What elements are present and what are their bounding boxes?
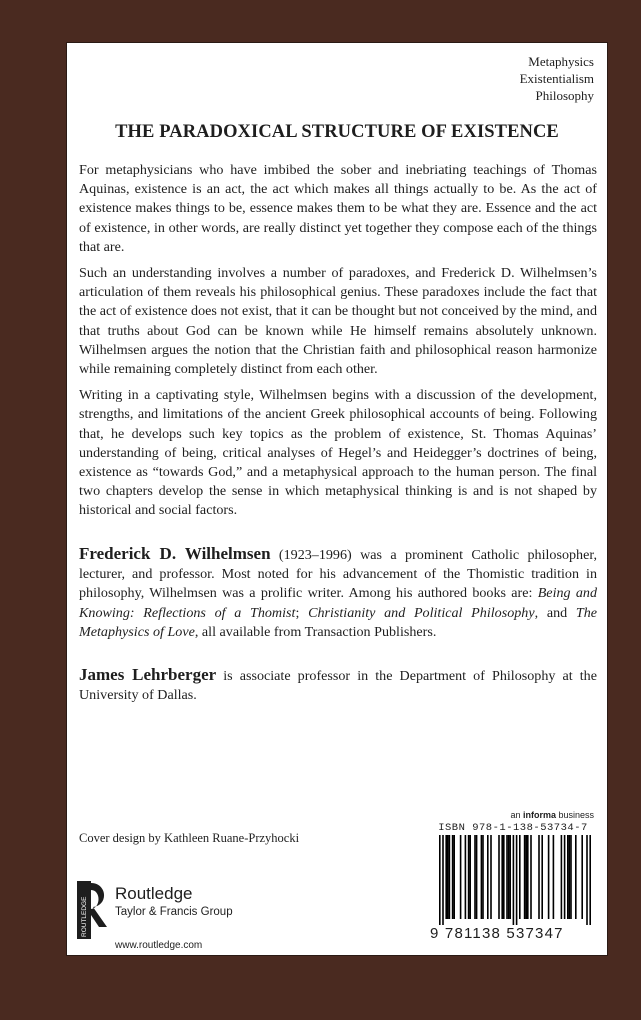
barcode-bar	[452, 835, 454, 919]
author-bio-lehrberger	[79, 665, 597, 705]
author-name: Frederick D. Wilhelmsen	[79, 544, 271, 563]
barcode-bar	[460, 835, 462, 919]
barcode-bar	[509, 835, 511, 919]
description-paragraph: Writing in a captivating style, Wilhelmsen begins with a discussion of the development, strengths, and limitations of the ancient Greek philosophical accounts of being. Following that, he develops such key topics as the problem of existence, St. Thomas Aquinas’ understanding of being, critical analyses of Hegel’s and Heidegger’s doctrines of being, existence as “towards God,” and a metaphysical approach to the human person. The final two chapters develop the sense in which metaphysical thinking is and is not shaped by historical and social factors.	[79, 387, 597, 519]
barcode-bar	[553, 835, 555, 919]
routledge-logo	[77, 881, 247, 951]
barcode-bar	[498, 835, 500, 919]
barcode-bar	[482, 835, 484, 919]
barcode-bar	[439, 835, 441, 925]
separator: , and	[534, 604, 576, 621]
barcode-bar	[474, 835, 476, 919]
barcode-bar	[541, 835, 543, 919]
barcode-bar	[508, 835, 510, 919]
barcode-bar	[524, 835, 526, 919]
barcode-bar	[442, 835, 444, 925]
barcode-bar	[586, 835, 588, 925]
barcode-bar	[513, 835, 515, 925]
isbn-label: ISBN 978-1-138-53734-7	[438, 822, 588, 834]
barcode-bar	[445, 835, 447, 919]
barcode-bar	[487, 835, 489, 919]
book-title: THE PARADOXICAL STRUCTURE OF EXISTENCE	[115, 122, 559, 142]
barcode-bar	[490, 835, 492, 919]
description	[79, 161, 597, 528]
informa-business-tag	[510, 810, 594, 820]
barcode-bar	[589, 835, 591, 925]
barcode-bar	[506, 835, 508, 919]
informa-word: informa	[522, 810, 556, 820]
barcode-bar	[519, 835, 521, 919]
barcode-bar	[570, 835, 572, 919]
barcode-bars	[430, 835, 596, 925]
author-bio-text: is associate professor in the Department of Philosophy at the University of Dallas.	[79, 668, 597, 704]
subject-categories	[520, 53, 594, 104]
barcode-bar	[525, 835, 527, 919]
barcode-bar	[530, 835, 532, 919]
barcode-bar	[569, 835, 571, 919]
description-paragraph: For metaphysicians who have imbibed the sober and inebriating teachings of Thomas Aquinas, existence is an act, the act which makes all things actually to be. As the act of existence makes things to be, essence makes them to be what they are. Essence and the act of existence, in other words, are really distinct yet together they compose each of the things that are.	[79, 162, 597, 255]
author-bio-text: , all available from Transaction Publishers.	[194, 623, 437, 640]
barcode-bar	[548, 835, 550, 919]
author-bio-wilhelmsen	[79, 544, 597, 642]
publisher-group: Taylor & Francis Group	[115, 906, 233, 918]
barcode-bar	[581, 835, 583, 919]
barcode-bar	[575, 835, 577, 919]
category-label: Philosophy	[535, 88, 594, 103]
barcode-bar	[501, 835, 503, 919]
category-label: Metaphysics	[528, 54, 594, 69]
barcode-bar	[564, 835, 566, 919]
barcode-bar	[453, 835, 455, 919]
barcode-bar	[476, 835, 478, 919]
barcode-bar	[567, 835, 569, 919]
publisher-name: Routledge	[115, 884, 193, 903]
barcode-bar	[538, 835, 540, 919]
category-label: Existentialism	[519, 71, 594, 86]
barcode-bar	[449, 835, 451, 919]
barcode-bar	[465, 835, 467, 919]
author-bio-text: (1923–1996) was a prominent Catholic philosopher, lecturer, and professor. Most noted for his advancement of the Thomistic tradition in philosophy, Wilhelmsen was a prolific writer. Among his authored books are:	[79, 547, 598, 602]
routledge-vertical-label: ROUTLEDGE	[81, 896, 88, 937]
separator: ;	[295, 604, 309, 621]
barcode-bar	[561, 835, 563, 919]
barcode-digits: 9 781138 537347	[430, 925, 564, 942]
barcode-bar	[516, 835, 518, 925]
description-paragraph: Such an understanding involves a number of paradoxes, and Frederick D. Wilhelmsen’s articulation of them reveals his philosophical genius. These paradoxes include the fact that the act of existence does not exist, that it can be thought but not conceived by the mind, and that truths about God can be known while He himself remains absolutely unknown. Wilhelmsen argues the notion that the Christian faith and philosophical reason harmonize while remaining completely distinct from each other.	[79, 265, 597, 378]
barcode-bar	[469, 835, 471, 919]
informa-suffix: business	[555, 810, 594, 820]
barcode-bar	[527, 835, 529, 919]
cover-credit: Cover design by Kathleen Ruane-Przyhocki	[79, 831, 300, 845]
publisher-url: www.routledge.com	[115, 940, 203, 951]
author-name: James Lehrberger	[79, 665, 217, 684]
informa-prefix: an	[510, 810, 523, 820]
book-title-ref: Being and Knowing: Reflections of a Thomist	[79, 585, 597, 621]
barcode-bar	[447, 835, 449, 919]
isbn-barcode	[430, 822, 596, 946]
barcode-bar	[468, 835, 470, 919]
back-cover	[66, 42, 608, 956]
routledge-r-icon	[77, 881, 111, 939]
barcode-bar	[481, 835, 483, 919]
book-title-ref: Christianity and Political Philosophy	[308, 604, 535, 621]
book-title-ref: The Metaphysics of Love	[79, 604, 597, 640]
barcode-bar	[503, 835, 505, 919]
